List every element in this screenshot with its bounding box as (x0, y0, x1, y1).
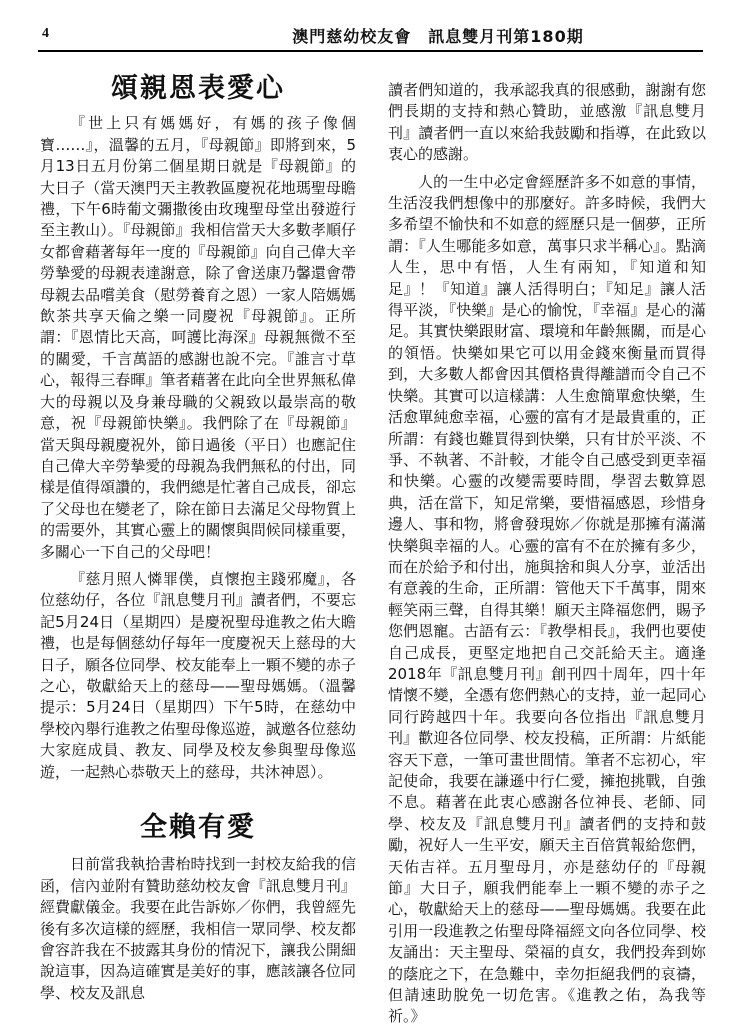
page-number: 4 (42, 26, 49, 41)
article-paragraph: 人的一生中必定會經歷許多不如意的事情，生活沒我們想像中的那麼好。許多時候，我們大多希望不愉快和不如意的經歷只是一個夢，正所謂：『人生哪能多如意，萬事只求半稱心』。點滴人生，思中有悟，人生有兩知，『知道和知足』！『知道』讓人活得明白；『知足』讓人活得平淡，『快樂』是心的愉悅，『幸福』是心的滿足。其實快樂跟財富、環境和年齡無關，而是心的領悟。快樂如果它可以用金錢來衡量而買得到，大多數人都會因其價格貴得離譜而令自己不快樂。其實可以這樣講：人生愈簡單愈快樂，生活愈單純愈幸福，心靈的富有才是最貴重的，正所謂：有錢也難買得到快樂，只有甘於平淡、不爭、不執著、不計較，才能令自己感受到更幸福和快樂。心靈的改變需要時間，學習去數算恩典，活在當下，知足常樂，要惜福感恩，珍惜身邊人、事和物，將會發現妳／你就是那擁有滿滿快樂與幸福的人。心靈的富有不在於擁有多少，而在於給予和付出，施與捨和與人分享，並活出有意義的生命，正所謂：管他天下千萬事，閒來輕笑兩三聲，自得其樂！願天主降福您們，賜予您們恩寵。古語有云：『教學相長』，我們也要使自己成長，更堅定地把自己交託給天主。適逢2018年『訊息雙月刊』創刊四十周年，四十年情懷不變，全憑有您們熱心的支持，並一起同心同行跨越四十年。我要向各位指出『訊息雙月刊』歡迎各位同學、校友投稿，正所謂：片紙能容天下意，一筆可畫世間情。筆者不忘初心，牢記使命，我要在謙遜中行仁愛，擁抱挑戰，自強不息。藉著在此衷心感謝各位神長、老師、同學、校友及『訊息雙月刊』讀者們的支持和鼓勵，祝好人一生平安，願天主百倍賞報給您們，天佑吉祥。五月聖母月，亦是慈幼仔的『母親節』大日子，願我們能奉上一顆不變的赤子之心，敬獻給天上的慈母——聖母媽媽。我要在此引用一段進教之佑聖母降福經文向各位同學、校友誦出：天主聖母、榮福的貞女，我們投奔到妳的蔭庇之下，在急難中，幸勿拒絕我們的哀禱，但請速助脫免一切危害。《進教之佑，為我等祈。》 (388, 172, 706, 1026)
page-header (38, 14, 703, 52)
article-paragraph: 『慈月照人憐罪僕，貞懷抱主踐邪魔』，各位慈幼仔，各位『訊息雙月刊』讀者們，不要忘記5月24日（星期四）是慶祝聖母進教之佑大瞻禮，也是每個慈幼仔每年一度慶祝天上慈母的大日子，願各位同學、校友能奉上一顆不變的赤子之心，敬獻給天上的慈母——聖母媽媽。（溫馨提示：5月24日（星期四）下午5時，在慈幼中學校內舉行進教之佑聖母像巡遊，誠邀各位慈幼大家庭成員、教友、同學及校友參與聖母像巡遊，一起熱心恭敬天上的慈母，共沐神恩）。 (40, 569, 356, 781)
article-title-filial-love: 頌親恩表愛心 (111, 73, 285, 104)
article-paragraph: 『世上只有媽媽好，有媽的孩子像個寶……』，溫馨的五月，『母親節』即將到來，5月13日五月份第二個星期日就是『母親節』的大日子（當天澳門天主教教區慶祝花地瑪聖母瞻禮，下午6時葡文彌撒後由玫瑰聖母堂出發遊行至主教山）。『母親節』我相信當天大多數孝順仔女都會藉著每年一度的『母親節』向自己偉大辛勞摯愛的母親表達謝意，除了會送康乃馨還會帶母親去品嚐美食（慰勞養育之恩）一家人陪媽媽飲茶共享天倫之樂一同慶祝『母親節』。正所謂：『恩情比天高，呵護比海深』母親無微不至的關愛，千言萬語的感謝也說不完。『誰言寸草心，報得三春暉』筆者藉著在此向全世界無私偉大的母親以及身兼母職的父親致以最崇高的敬意，祝『母親節快樂』。我們除了在『母親節』當天與母親慶祝外，節日過後（平日）也應記住自己偉大辛勞摯愛的母親為我們無私的付出，同樣是值得頌讚的，我們總是忙著自己成長，卻忘了父母也在變老了，除在節日去滿足父母物質上的需要外，其實心靈上的關懷與問候同樣重要，多關心一下自己的父母吧！ (40, 114, 356, 561)
article-title-all-by-love: 全賴有愛 (140, 812, 256, 843)
left-column (40, 72, 356, 1010)
article-paragraph: 讀者們知道的，我承認我真的很感動，謝謝有您們長期的支持和熱心贊助，並感激『訊息雙月刊』讀者們一直以來給我鼓勵和指導，在此致以衷心的感謝。 (388, 81, 706, 164)
article-paragraph: 日前當我執拾書枱時找到一封校友給我的信函，信內並附有贊助慈幼校友會『訊息雙月刊』經費獻儀金。我要在此告訴妳／你們，我曾經先後有多次這樣的經歷，我相信一眾同學、校友都會容許我在不披露其身份的情況下，讓我公開細說這事，因為這確實是美好的事，應該讓各位同學、校友及訊息 (40, 855, 356, 1002)
running-title: 澳門慈幼校友會 訊息雙月刊第180期 (292, 27, 584, 46)
right-column (388, 80, 706, 1034)
